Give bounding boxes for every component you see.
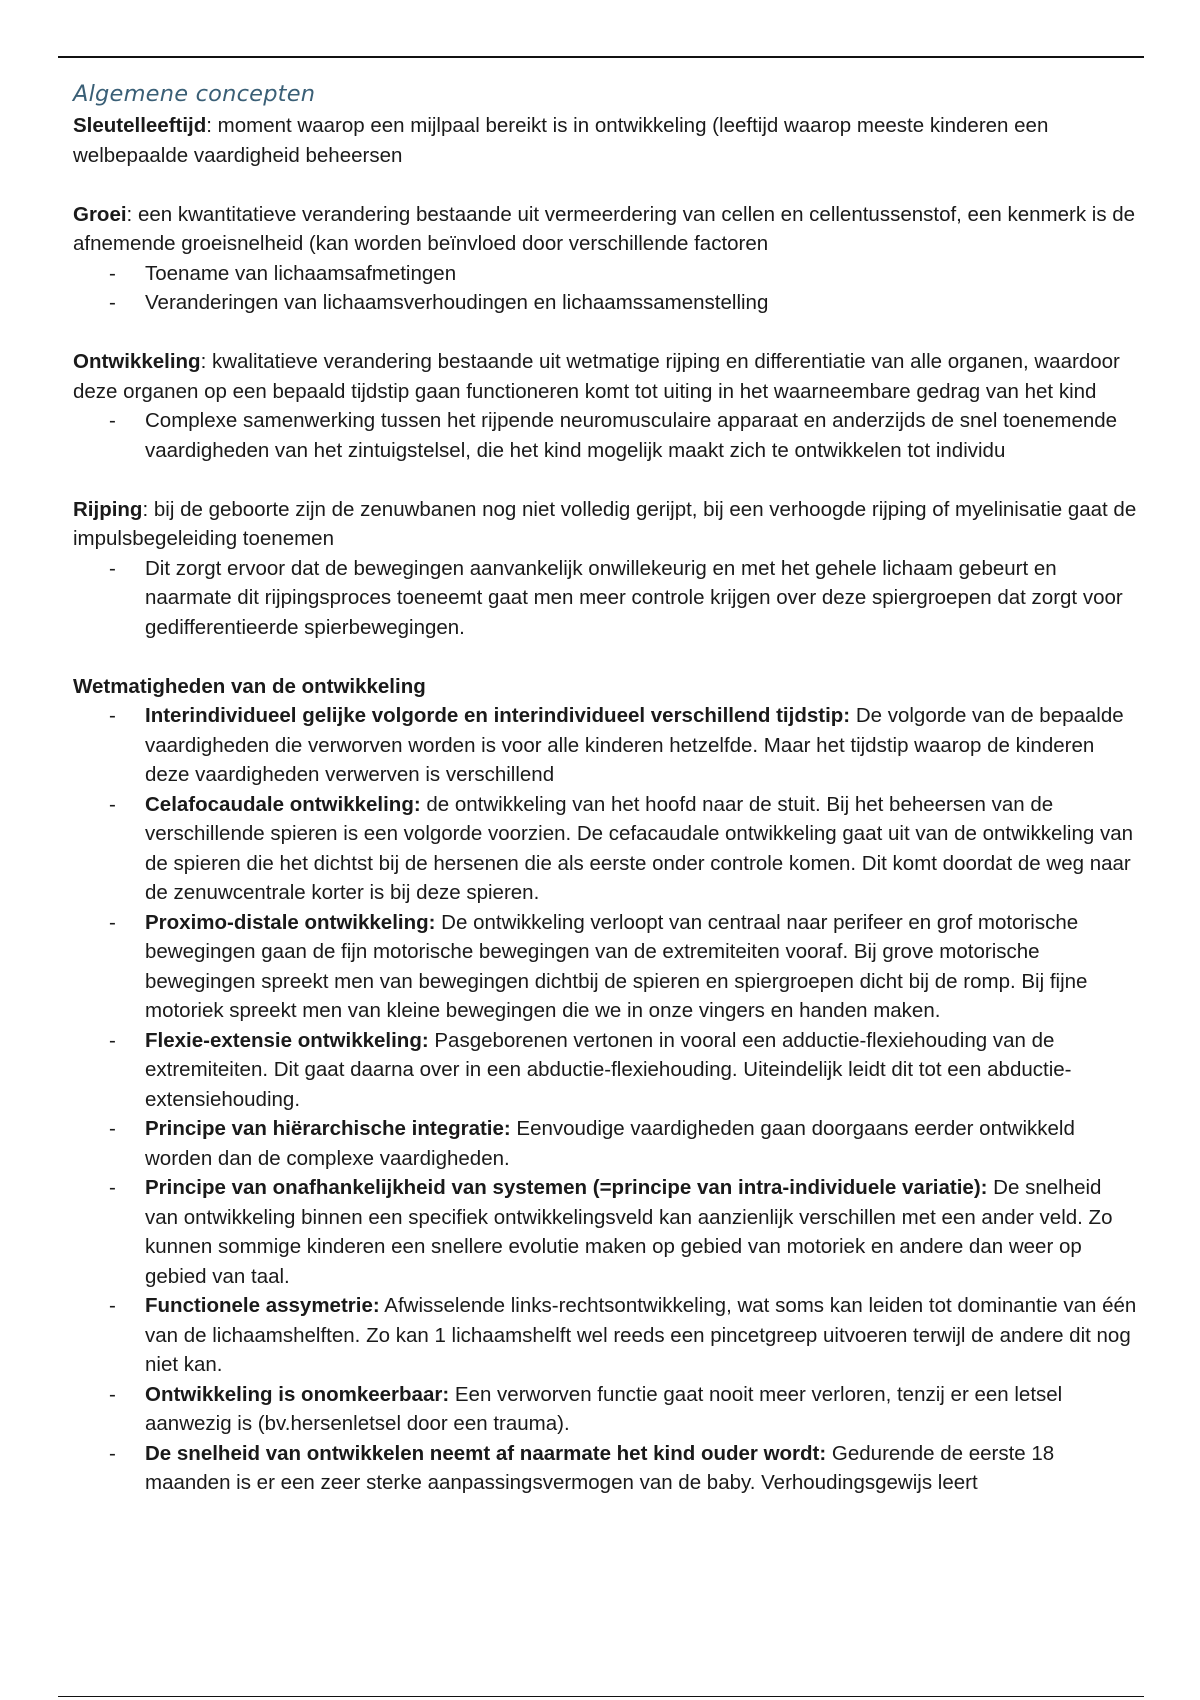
list-item xyxy=(73,1173,1139,1291)
item-term: Principe van onafhankelijkheid van systemen (=principe van intra-individuele variatie): xyxy=(145,1176,988,1199)
item-term: Celafocaudale ontwikkeling: xyxy=(145,792,421,816)
ontwikkeling-paragraph xyxy=(73,347,1139,406)
definition-groei: : een kwantitatieve verandering bestaande uit vermeerdering van cellen en cellentussenstof, een kenmerk is de afnemende groeisnelheid (kan worden beïnvloed door verschillende factoren xyxy=(73,202,1136,255)
list-item: - Dit zorgt ervoor dat de bewegingen aanvankelijk onwillekeurig en met het gehele lichaam gebeurt en naarmate dit rijpingsproces toeneemt gaat men meer controle krijgen over deze spiergroepen dat zorgt voor gedifferentieerde spierbewegingen. xyxy=(73,554,1139,643)
list-item xyxy=(73,1439,1139,1498)
list-item xyxy=(73,790,1139,908)
item-text: De volgorde van de bepaalde vaardigheden die verworven worden is voor alle kinderen hetzelfde. Maar het tijdstip waarop de kinderen deze vaardigheden verwerven is verschillend xyxy=(145,704,1124,786)
item-text: Eenvoudige vaardigheden gaan doorgaans eerder ontwikkeld worden dan de complexe vaardigheden. xyxy=(145,1117,1075,1170)
wetmatigheden-list xyxy=(73,701,1139,1498)
groei-paragraph xyxy=(73,200,1139,259)
ontwikkeling-list xyxy=(73,406,1139,465)
definition-sleutelleeftijd: : moment waarop een mijlpaal bereikt is in ontwikkeling (leeftijd waarop meeste kinderen een welbepaalde vaardigheid beheersen xyxy=(73,114,1049,167)
item-text: Afwisselende links-rechtsontwikkeling, wat soms kan leiden tot dominantie van één van de lichaamshelften. Zo kan 1 lichaamshelft wel reeds een pincetgreep uitvoeren terwijl de andere dit nog niet kan. xyxy=(145,1294,1137,1376)
term-ontwikkeling: Ontwikkeling xyxy=(73,350,201,373)
list-item xyxy=(73,1380,1139,1439)
list-item xyxy=(73,908,1139,1026)
item-text: De ontwikkeling verloopt van centraal naar perifeer en grof motorische bewegingen gaan de fijn motorische bewegingen van de extremiteiten vooraf. Bij grove motorische bewegingen spreekt men van bewegingen dichtbij de spieren en spiergroepen dicht bij de romp. Bij fijne motoriek spreekt men van kleine bewegingen die we in onze vingers en handen maken. xyxy=(145,910,1088,1022)
rijping-list xyxy=(73,554,1139,643)
wetmatigheden-title: Wetmatigheden van de ontwikkeling xyxy=(73,674,426,698)
item-text: Een verworven functie gaat nooit meer verloren, tenzij er een letsel aanwezig is (bv.hersenletsel door een trauma). xyxy=(145,1382,1063,1435)
item-term: Interindividueel gelijke volgorde en interindividueel verschillend tijdstip: xyxy=(145,704,851,727)
item-term: Ontwikkeling is onomkeerbaar: xyxy=(145,1382,450,1406)
list-item: - Veranderingen van lichaamsverhoudingen en lichaamssamenstelling xyxy=(73,288,1139,318)
groei-list xyxy=(73,259,1139,318)
item-term: De snelheid van ontwikkelen neemt af naarmate het kind ouder wordt: xyxy=(145,1441,827,1465)
item-term: Functionele assymetrie: xyxy=(145,1294,380,1317)
list-item xyxy=(73,1114,1139,1173)
list-item: - Toename van lichaamsafmetingen xyxy=(73,259,1139,289)
item-text: Gedurende de eerste 18 maanden is er een zeer sterke aanpassingsvermogen van de baby. Verhoudingsgewijs leert xyxy=(145,1441,1055,1494)
term-sleutelleeftijd: Sleutelleeftijd xyxy=(73,114,207,137)
definition-ontwikkeling: : kwalitatieve verandering bestaande uit wetmatige rijping en differentiatie van alle organen, waardoor deze organen op een bepaald tijdstip gaan functioneren komt tot uiting in het waarneembare gedrag van het kind xyxy=(73,350,1120,403)
document-body xyxy=(73,78,1139,1498)
list-item xyxy=(73,1291,1139,1380)
item-text: de ontwikkeling van het hoofd naar de stuit. Bij het beheersen van de verschillende spieren is een volgorde voorzien. De cefacaudale ontwikkeling gaat uit van de ontwikkeling van de spieren die het dichtst bij de hersenen die als eerste onder controle komen. Dit komt doordat de weg naar de zenuwcentrale korter is bij deze spieren. xyxy=(145,792,1134,904)
top-rule xyxy=(58,56,1144,58)
rijping-paragraph xyxy=(73,495,1139,554)
term-groei: Groei xyxy=(73,202,127,226)
item-term: Flexie-extensie ontwikkeling: xyxy=(145,1028,429,1052)
item-term: Principe van hiërarchische integratie: xyxy=(145,1117,511,1140)
sleutelleeftijd-paragraph xyxy=(73,111,1139,170)
item-term: Proximo-distale ontwikkeling: xyxy=(145,910,436,934)
item-text: De snelheid van ontwikkeling binnen een specifiek ontwikkelingsveld kan aanzienlijk verschillen met een ander veld. Zo kunnen sommige kinderen een snellere evolutie maken op gebied van motoriek en andere dan weer op gebied van taal. xyxy=(145,1176,1113,1288)
list-item xyxy=(73,1026,1139,1115)
list-item: - Complexe samenwerking tussen het rijpende neuromusculaire apparaat en anderzijds de snel toenemende vaardigheden van het zintuigstelsel, die het kind mogelijk maakt zich te ontwikkelen tot individu xyxy=(73,406,1139,465)
bottom-rule xyxy=(58,1696,1144,1697)
list-item xyxy=(73,701,1139,790)
term-rijping: Rijping xyxy=(73,497,143,521)
item-text: Pasgeborenen vertonen in vooral een adductie-flexiehouding van de extremiteiten. Dit gaat daarna over in een abductie-flexiehouding. Uiteindelijk leidt dit tot een abductie-extensiehouding. xyxy=(145,1028,1072,1111)
section-heading: Algemene concepten xyxy=(73,81,316,107)
definition-rijping: : bij de geboorte zijn de zenuwbanen nog niet volledig gerijpt, bij een verhoogde rijping of myelinisatie gaat de impulsbegeleiding toenemen xyxy=(73,497,1137,550)
